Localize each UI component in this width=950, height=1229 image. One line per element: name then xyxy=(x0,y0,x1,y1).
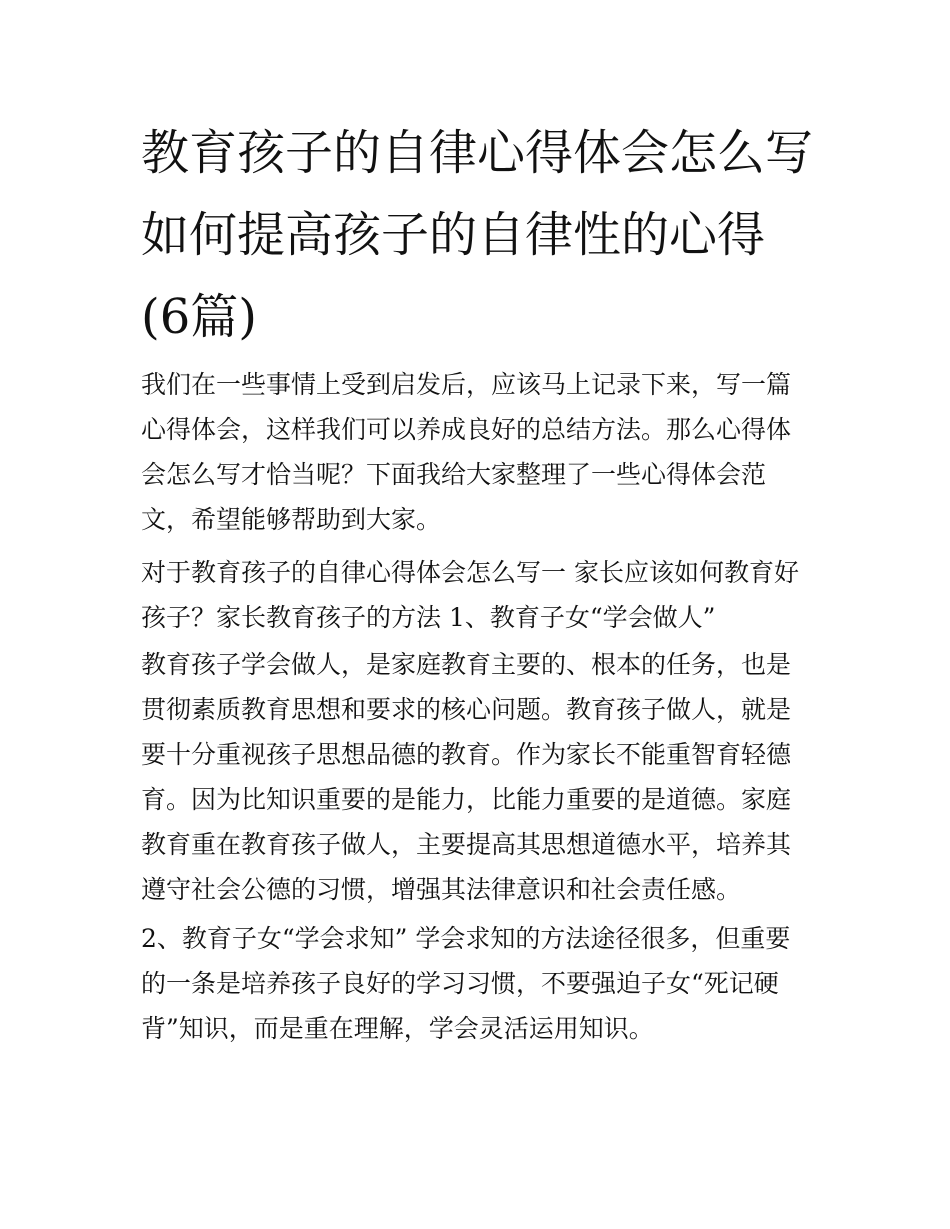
section-heading-paragraph: 对于教育孩子的自律心得体会怎么写一 家长应该如何教育好孩子？家长教育孩子的方法 1、教育子女“学会做人” xyxy=(141,558,799,632)
intro-paragraph: 我们在一些事情上受到启发后，应该马上记录下来，写一篇心得体会，这样我们可以养成良好的总结方法。那么心得体会怎么写才恰当呢？下面我给大家整理了一些心得体会范文，希望能够帮助到大家。 xyxy=(141,370,792,534)
body-paragraph: 教育孩子学会做人，是家庭教育主要的、根本的任务，也是贯彻素质教育思想和要求的核心问题。教育孩子做人，就是要十分重视孩子思想品德的教育。作为家长不能重智育轻德育。因为比知识重要的是能力，比能力重要的是道德。家庭教育重在教育孩子做人，主要提高其思想道德水平，培养其遵守社会公德的习惯，增强其法律意识和社会责任感。 xyxy=(141,650,792,904)
body-paragraph: 2、教育子女“学会求知” 学会求知的方法途径很多，但重要的一条是培养孩子良好的学习习惯，不要强迫子女“死记硬背”知识，而是重在理解，学会灵活运用知识。 xyxy=(141,924,791,1043)
document-title: 教育孩子的自律心得体会怎么写 如何提高孩子的自律性的心得(6篇) xyxy=(141,125,829,345)
document-content xyxy=(141,112,829,1051)
